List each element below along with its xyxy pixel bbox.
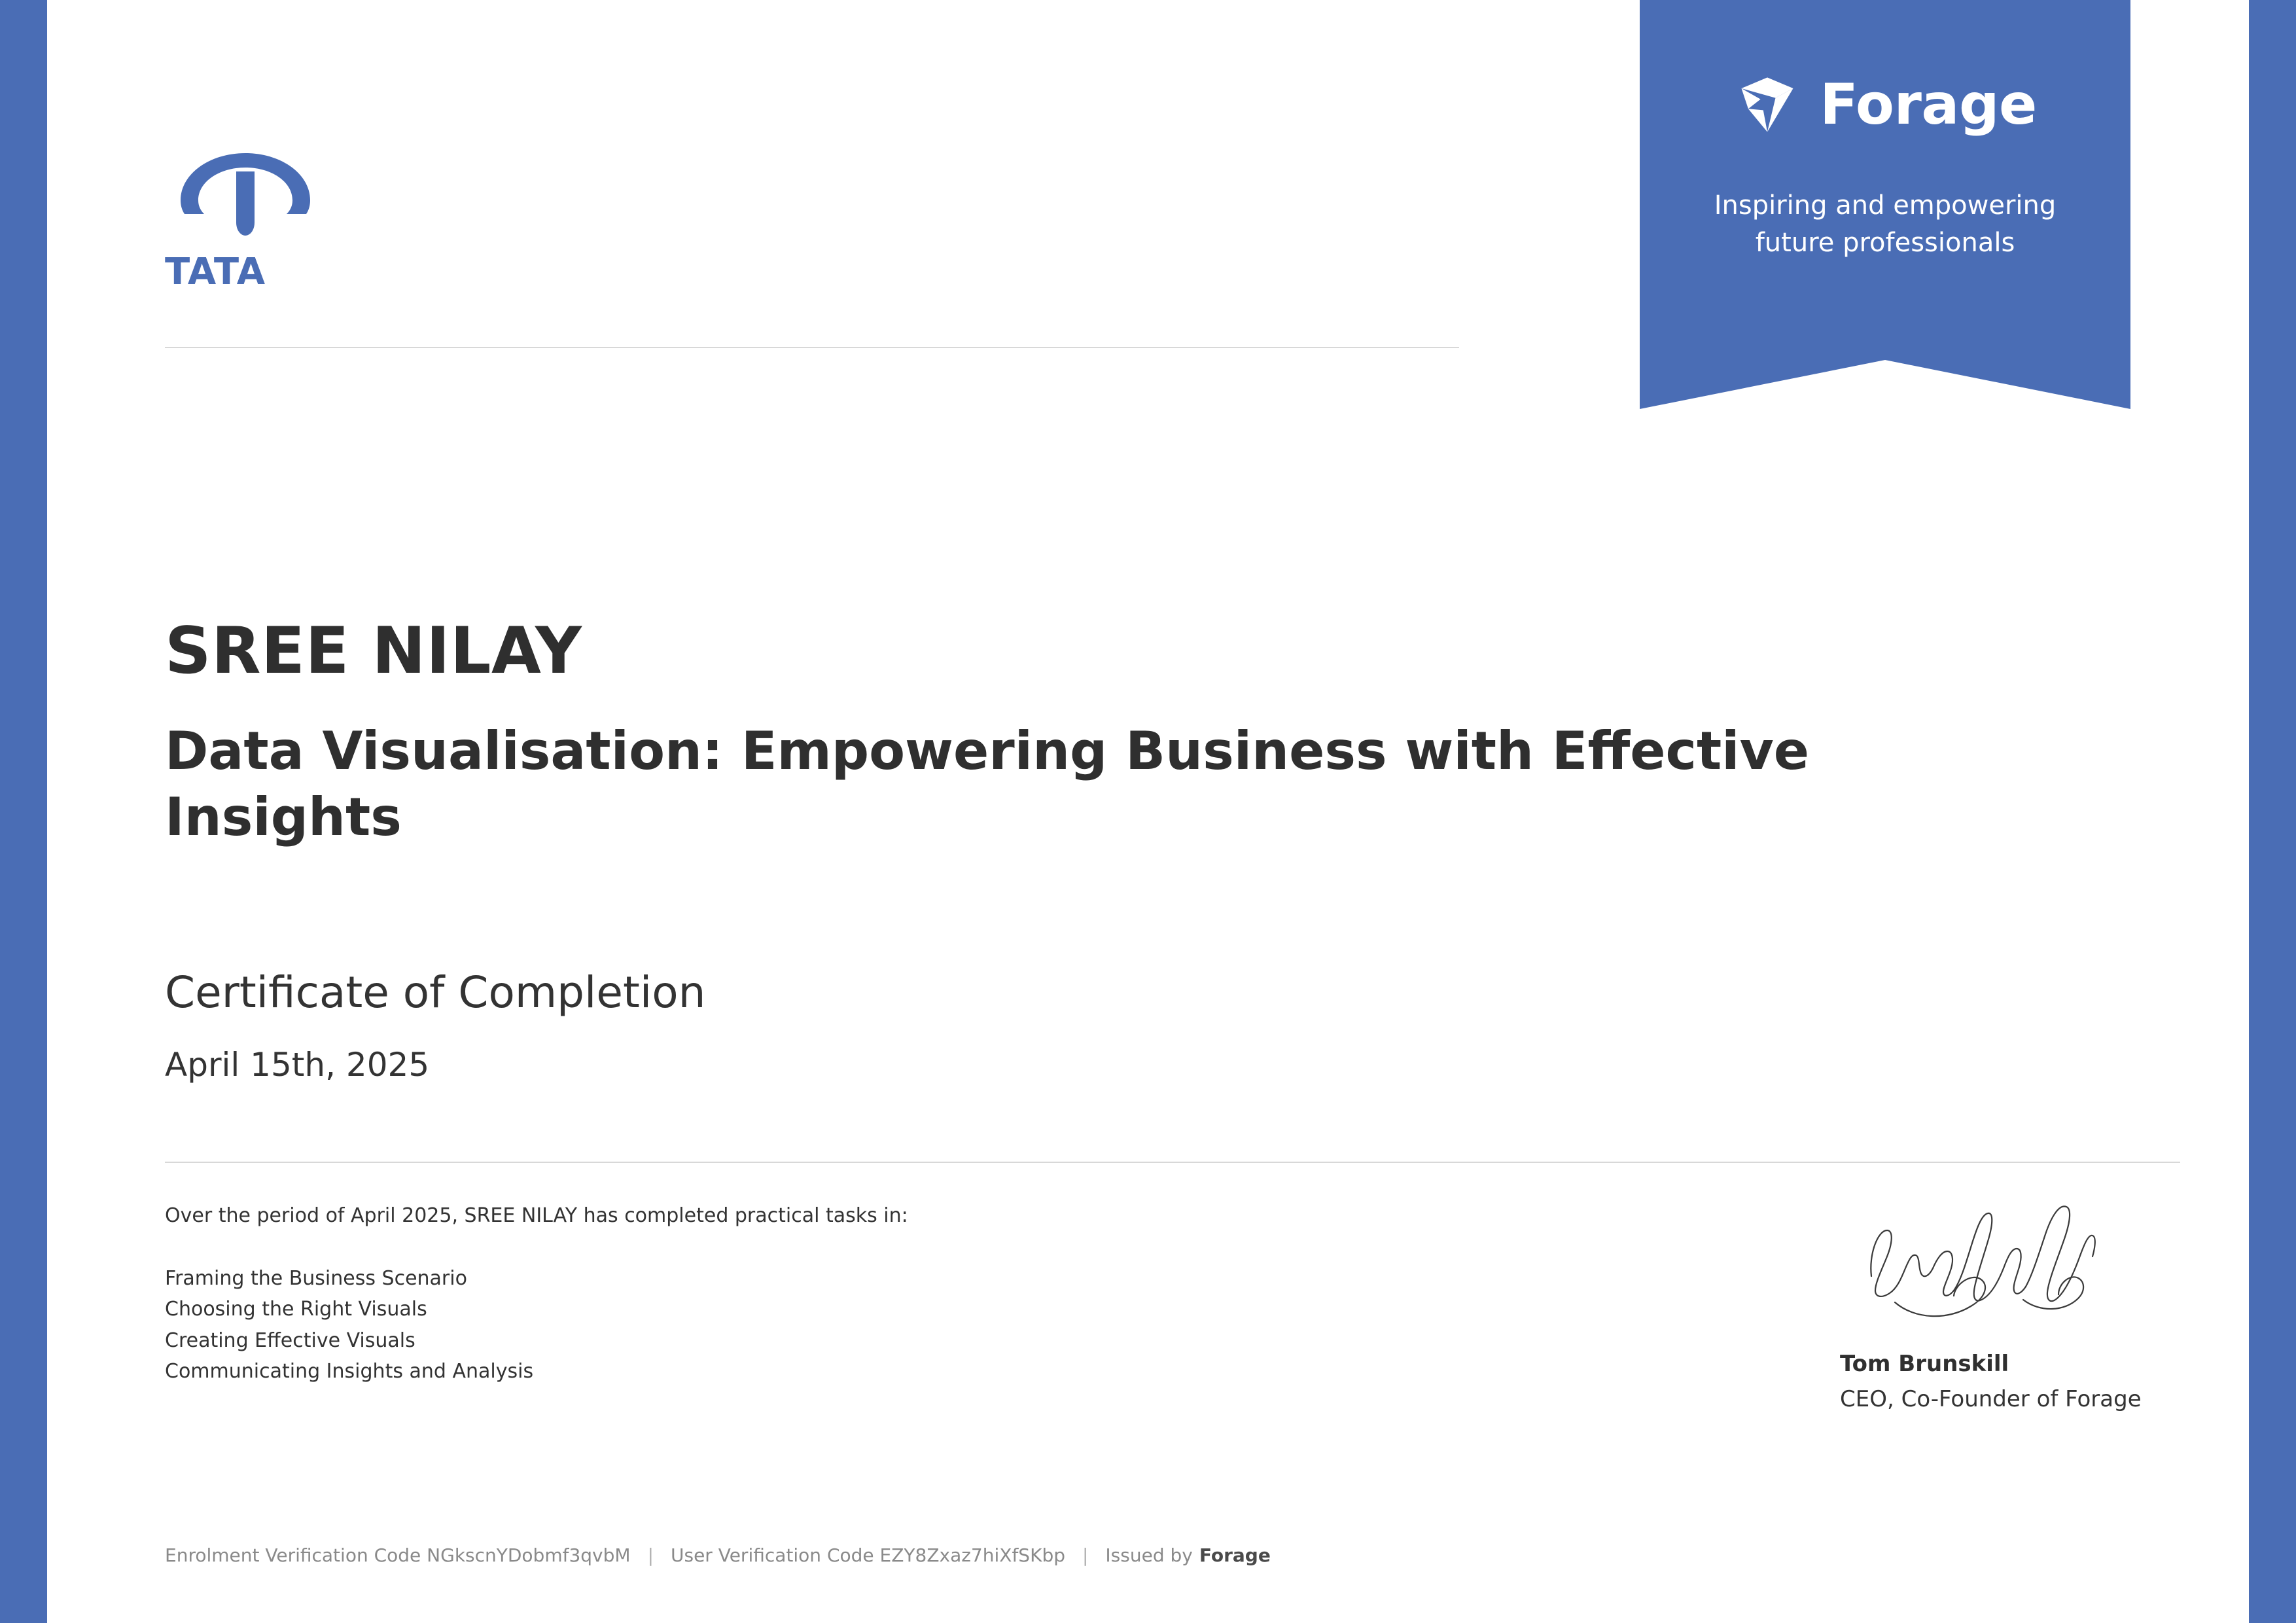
left-border-bar [0, 0, 47, 1623]
certificate-type: Certificate of Completion [165, 967, 706, 1018]
list-item: Creating Effective Visuals [165, 1329, 415, 1352]
forage-wordmark: Forage [1820, 72, 2037, 137]
forage-logo [1640, 71, 2130, 139]
course-title: Data Visualisation: Empowering Business with Effective Insights [165, 721, 1810, 847]
recipient-name: SREE NILAY [165, 614, 582, 688]
certificate-date: April 15th, 2025 [165, 1046, 430, 1084]
footer [165, 1544, 1271, 1566]
ribbon-content [1640, 0, 2130, 262]
tata-wordmark [165, 253, 343, 292]
tata-logo [165, 149, 348, 292]
issuer-name: Forage [1199, 1544, 1271, 1566]
body-divider [165, 1162, 2180, 1163]
footer-separator: | [1082, 1544, 1089, 1566]
forage-ribbon [1640, 0, 2130, 409]
period-statement: Over the period of April 2025, SREE NILAY has completed practical tasks in: [165, 1204, 908, 1227]
list-item: Choosing the Right Visuals [165, 1298, 427, 1321]
issued-by-label: Issued by [1105, 1544, 1193, 1566]
signature-icon [1856, 1191, 2117, 1342]
list-item: Framing the Business Scenario [165, 1267, 467, 1290]
forage-diamond-icon [1733, 71, 1801, 139]
enrolment-verification-code: Enrolment Verification Code NGkscnYDobmf3qvbM [165, 1544, 631, 1566]
certificate-content [47, 0, 2249, 1623]
footer-separator: | [647, 1544, 654, 1566]
signatory-name: Tom Brunskill [1840, 1351, 2009, 1377]
tata-emblem-icon [170, 149, 321, 249]
task-list [165, 1263, 533, 1387]
list-item: Communicating Insights and Analysis [165, 1360, 534, 1383]
signature-block [1840, 1191, 2180, 1416]
ribbon-tagline: Inspiring and empowering future professionals [1714, 190, 2057, 258]
svg-text:TATA: TATA [165, 253, 266, 292]
right-border-bar [2249, 0, 2296, 1623]
header-divider [165, 347, 1459, 348]
signatory-role: CEO, Co-Founder of Forage [1840, 1386, 2142, 1412]
user-verification-code: User Verification Code EZY8Zxaz7hiXfSKbp [671, 1544, 1065, 1566]
